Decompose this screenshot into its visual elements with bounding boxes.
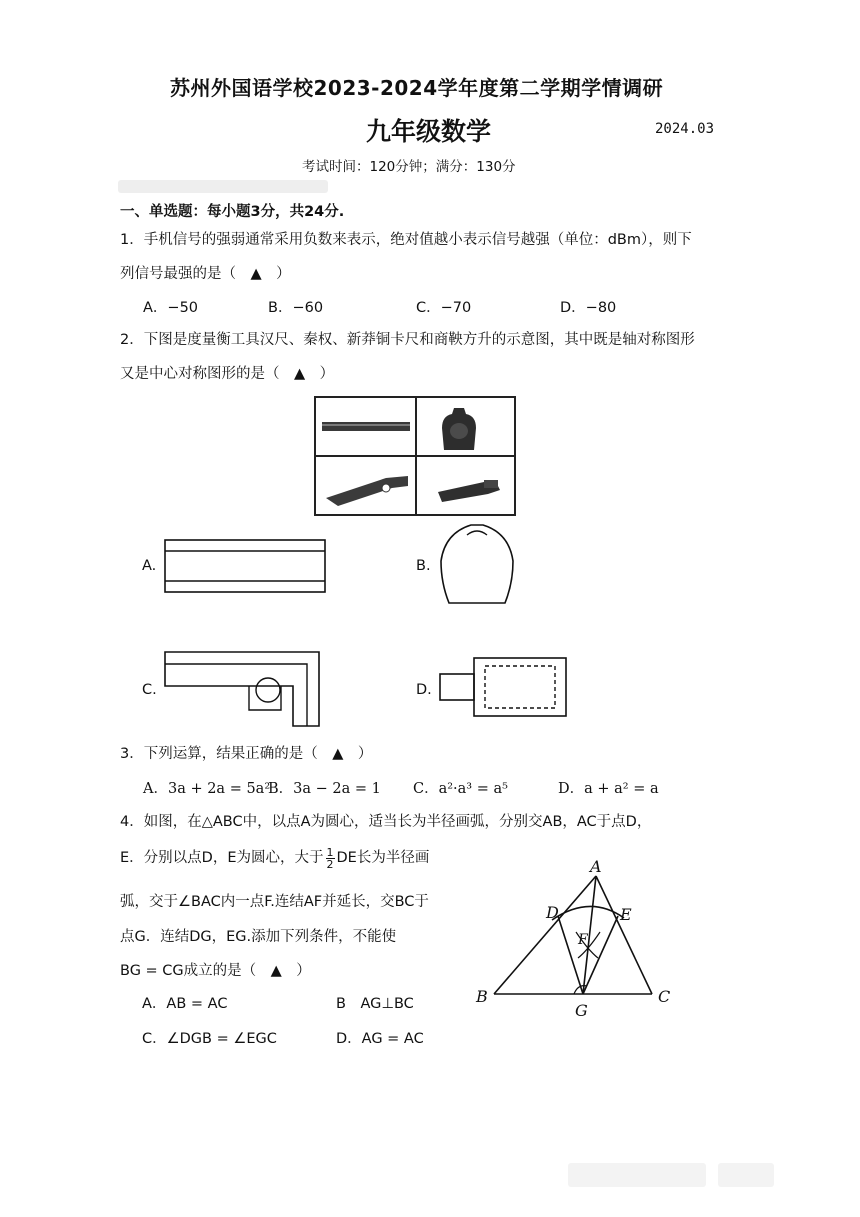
q4-stem-line2 xyxy=(120,846,429,870)
q2-option-c-label: C. xyxy=(142,682,157,698)
exam-info: 考试时间：120分钟；满分：130分 xyxy=(302,159,516,175)
half-fraction: $\frac{1}{2}$ xyxy=(326,845,334,871)
q1-stem-line2: 列信号最强的是（ ▲ ） xyxy=(120,266,291,282)
triangle-construction-figure xyxy=(470,858,690,1028)
q1-option-d: D．−80 xyxy=(560,300,617,316)
q2-stem-line1: 2．下图是度量衡工具汉尺、秦权、新莽铜卡尺和商鞅方升的示意图，其中既是轴对称图形 xyxy=(120,332,695,348)
q4-stem-line2-part2: DE长为半径画 xyxy=(336,850,430,866)
q1-option-c: C．−70 xyxy=(416,300,472,316)
q3-stem: 3．下列运算，结果正确的是（ ▲ ） xyxy=(120,746,373,762)
q4-stem-line2-part1: E．分别以点D，E为圆心，大于 xyxy=(120,850,324,866)
segment-eg xyxy=(583,916,618,994)
label-b: B xyxy=(476,987,488,1006)
q1-stem-line1: 1．手机信号的强弱通常采用负数来表示，绝对值越小表示信号越强（单位：dBm），则下 xyxy=(120,232,692,248)
label-f: F xyxy=(578,932,588,948)
section-heading: 一、单选题：每小题3分，共24分. xyxy=(120,204,345,220)
q2-option-d-label: D. xyxy=(416,682,432,698)
subject-title: 九年级数学 xyxy=(366,117,492,146)
footer-smudge-right xyxy=(718,1163,774,1187)
q3-option-a: A．3a + 2a = 5a² xyxy=(143,781,271,797)
artifact-photo-illustration xyxy=(316,398,514,514)
label-e: E xyxy=(620,905,632,924)
q3-option-c: C．a²·a³ = a⁵ xyxy=(413,781,508,797)
side-ac xyxy=(596,876,652,994)
q4-stem-line5: BG = CG成立的是（ ▲ ） xyxy=(120,963,311,979)
exam-date: 2024.03 xyxy=(655,121,715,137)
q4-option-c: C．∠DGB = ∠EGC xyxy=(142,1031,277,1047)
q4-option-b: B AG⊥BC xyxy=(336,996,414,1012)
q3-option-b: B．3a − 2a = 1 xyxy=(268,781,381,797)
q4-stem-line3: 弧，交于∠BAC内一点F.连结AF并延长，交BC于 xyxy=(120,894,429,910)
q4-option-a: A．AB = AC xyxy=(142,996,228,1012)
q4-stem-line1: 4．如图，在△ABC中，以点A为圆心，适当长为半径画弧，分别交AB，AC于点D， xyxy=(120,814,652,830)
segment-dg xyxy=(558,916,583,994)
caliper-diagram xyxy=(163,650,323,728)
label-c: C xyxy=(658,987,671,1006)
footer-smudge-left xyxy=(568,1163,706,1187)
faint-blur-strip xyxy=(118,180,328,193)
label-d: D xyxy=(546,903,559,922)
q4-stem-line4: 点G．连结DG，EG.添加下列条件，不能使 xyxy=(120,929,397,945)
weight-diagram xyxy=(437,523,517,607)
exam-title: 苏州外国语学校2023-2024学年度第二学期学情调研 xyxy=(170,76,664,100)
ruler-diagram xyxy=(164,538,328,596)
q1-option-b: B．−60 xyxy=(268,300,324,316)
q2-option-a-label: A. xyxy=(142,558,157,574)
label-a: A xyxy=(590,858,602,876)
artifact-photo-grid xyxy=(314,396,516,516)
q2-stem-line2: 又是中心对称图形的是（ ▲ ） xyxy=(120,366,335,382)
q2-option-b-label: B. xyxy=(416,558,431,574)
q1-option-a: A．−50 xyxy=(143,300,199,316)
square-vessel-diagram xyxy=(438,656,570,720)
q3-option-d: D．a + a² = a xyxy=(558,781,659,797)
q4-option-d: D．AG = AC xyxy=(336,1031,424,1047)
label-g: G xyxy=(575,1001,588,1020)
